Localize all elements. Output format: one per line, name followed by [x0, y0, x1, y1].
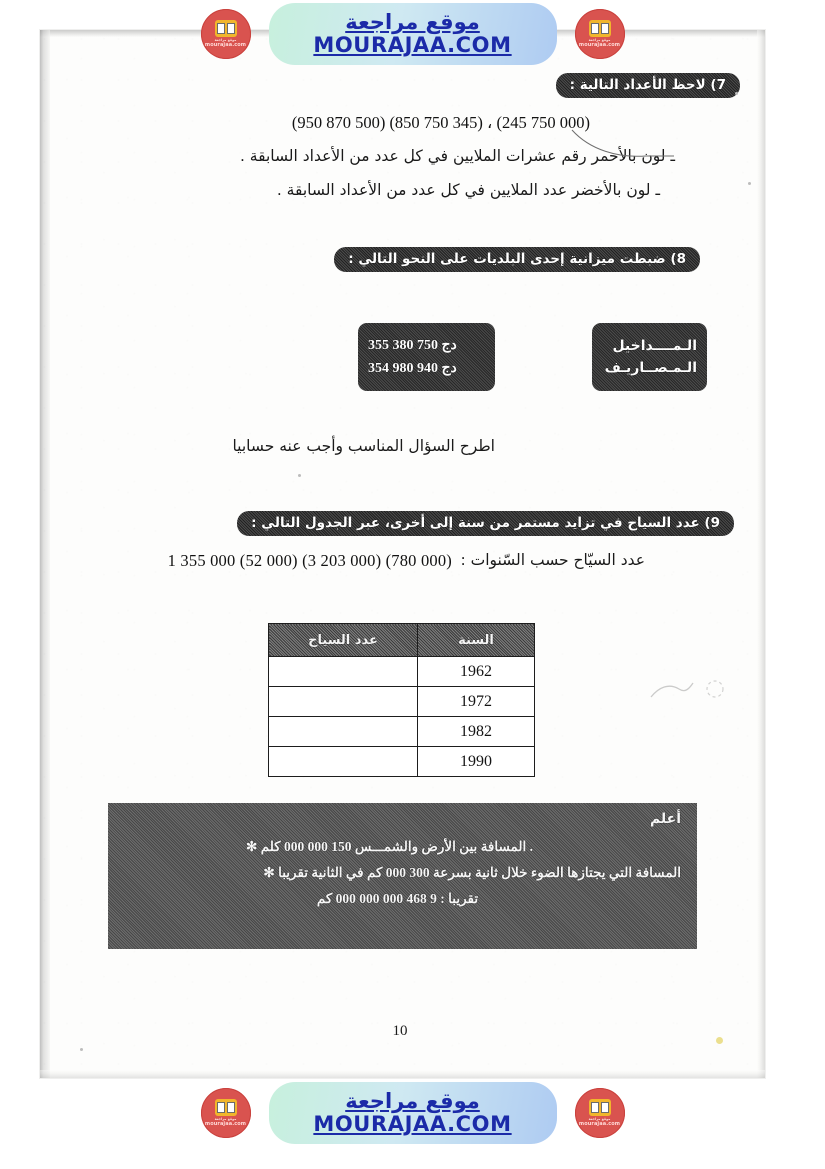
- cell-tourists[interactable]: [269, 657, 418, 687]
- exercise-7-numbers: (950 870 500) (850 750 345) ، (245 750 000): [291, 113, 590, 132]
- cell-year: 1962: [418, 657, 535, 687]
- budget-value-expense: 354 980 940 دج: [368, 361, 457, 376]
- site-logo-icon-right: [575, 9, 625, 59]
- logo-caption-arabic-br: موقع مراجعة: [588, 1116, 611, 1121]
- table-header-row: [269, 624, 535, 657]
- exercise-7-heading-wrap: [556, 73, 740, 98]
- logo-caption-site-right: mourajaa.com: [578, 42, 621, 48]
- logo-caption-arabic-bl: موقع مراجعة: [214, 1116, 237, 1121]
- page-number: 10: [392, 1023, 408, 1039]
- knowledge-info-box: [108, 803, 697, 949]
- watermark-site-label: MOURAJAA.COM: [313, 33, 512, 57]
- exercise-7-instruction-red: ـ لون بالأحمر رقم عشرات الملايين في كل عدد من الأعداد السابقة .: [239, 147, 675, 165]
- info-fact-3: تقريبا : 9 468 000 000 000 كم: [316, 891, 479, 906]
- exercise-9-heading: 9) عدد السياح في تزايد مستمر من سنة إلى أخرى، عبر الجدول التالي :: [237, 511, 734, 536]
- watermark-arabic-label: موقع مراجعة: [345, 10, 480, 35]
- handwriting-artifact: [645, 667, 740, 707]
- exercise-9-data-label: عدد السيّاح حسب السّنوات :: [460, 551, 645, 569]
- table-header-tourists: عدد السياح: [269, 624, 418, 657]
- exercise-8-heading: 8) ضبطت ميزانية إحدى البلديات على النحو التالي :: [334, 247, 700, 272]
- scan-color-speck: [716, 1037, 723, 1044]
- exercise-8-heading-wrap: [334, 247, 700, 272]
- sheet-edge-left: [40, 30, 50, 1078]
- budget-labels-box: [592, 323, 707, 391]
- cell-tourists[interactable]: [269, 747, 418, 777]
- book-icon-bottom-right: [589, 1099, 611, 1116]
- budget-values-box: [358, 323, 495, 391]
- book-icon-right: [589, 20, 611, 37]
- info-fact-1: ✻ المسافة بين الأرض والشمـــس 150 000 000 كلم .: [246, 839, 533, 854]
- logo-caption-site-bl: mourajaa.com: [204, 1121, 247, 1127]
- table-row: [269, 657, 535, 687]
- table-row: [269, 687, 535, 717]
- info-fact-2: ✻ المسافة التي يجتازها الضوء خلال ثانية بسرعة 300 000 كم في الثانية تقريبا: [263, 865, 681, 880]
- logo-caption-site-br: mourajaa.com: [578, 1121, 621, 1127]
- watermark-pill-bottom[interactable]: [269, 1082, 557, 1144]
- book-icon: [215, 20, 237, 37]
- cell-year: 1990: [418, 747, 535, 777]
- cell-tourists[interactable]: [269, 687, 418, 717]
- site-logo-icon-bottom-right: [575, 1088, 625, 1138]
- logo-caption: [205, 38, 246, 49]
- budget-value-revenue: 355 380 750 دج: [368, 338, 457, 353]
- cell-tourists[interactable]: [269, 717, 418, 747]
- watermark-arabic-label-bottom: موقع مراجعة: [345, 1089, 480, 1114]
- logo-caption-bottom-right: [579, 1117, 620, 1128]
- exercise-9-heading-wrap: [237, 511, 734, 536]
- site-logo-icon: [201, 9, 251, 59]
- exercise-9-data-numbers: 1 355 000 (52 000) (3 203 000) (780 000): [167, 551, 452, 570]
- worksheet-content: [50, 55, 750, 1055]
- table-row: [269, 747, 535, 777]
- book-icon-bottom-left: [215, 1099, 237, 1116]
- cell-year: 1972: [418, 687, 535, 717]
- site-logo-icon-bottom-left: [201, 1088, 251, 1138]
- logo-caption-right: [579, 38, 620, 49]
- watermark-site-label-bottom: MOURAJAA.COM: [313, 1112, 512, 1136]
- budget-label-revenue: الـمــــداخيل: [612, 338, 697, 354]
- table-row: [269, 717, 535, 747]
- logo-caption-site: mourajaa.com: [204, 42, 247, 48]
- sheet-edge-right: [757, 30, 765, 1078]
- exercise-7-instruction-green: ـ لون بالأخضر عدد الملايين في كل عدد من الأعداد السابقة .: [276, 181, 660, 199]
- exercise-8-instruction: اطرح السؤال المناسب وأجب عنه حسابيا: [232, 437, 495, 455]
- cell-year: 1982: [418, 717, 535, 747]
- info-box-title: أعلم: [649, 811, 681, 827]
- sheet-edge-bottom: [40, 1070, 765, 1078]
- budget-label-expense: الـمـصــاريـف: [604, 360, 697, 376]
- exercise-7-heading: 7) لاحظ الأعداد التالية :: [556, 73, 740, 98]
- tourists-table: [268, 623, 535, 777]
- logo-caption-bottom-left: [205, 1117, 246, 1128]
- table-header-year: السنة: [418, 624, 535, 657]
- logo-caption-arabic-right: موقع مراجعة: [588, 37, 611, 42]
- logo-caption-arabic: موقع مراجعة: [214, 37, 237, 42]
- watermark-banner-bottom: [0, 1079, 825, 1147]
